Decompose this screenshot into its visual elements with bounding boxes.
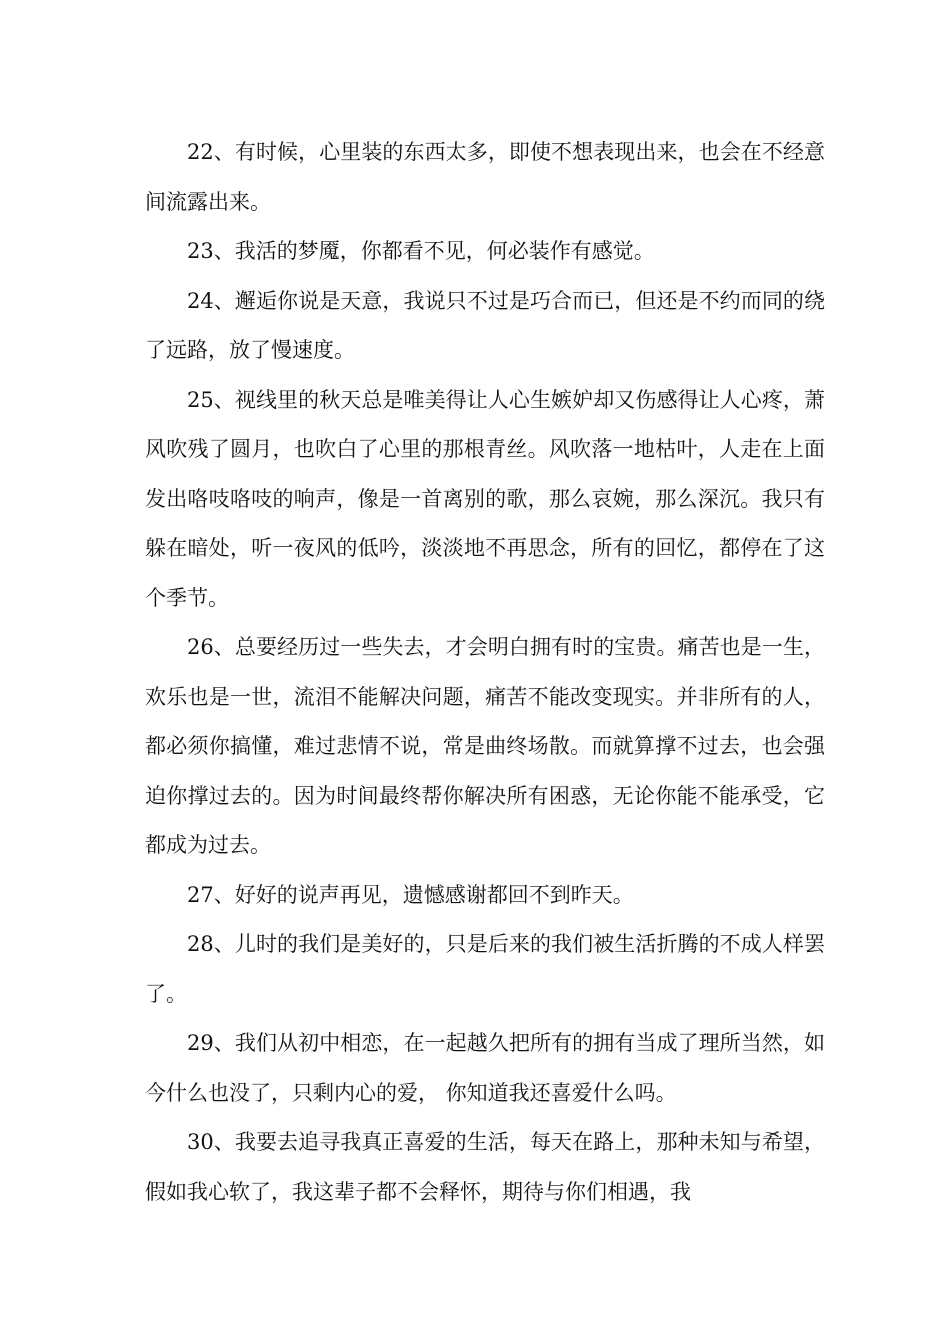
paragraph-29: 29、我们从初中相恋，在一起越久把所有的拥有当成了理所当然，如今什么也没了，只剩内心的爱， 你知道我还喜爱什么吗。 — [145, 1031, 825, 1105]
paragraph-24: 24、邂逅你说是天意，我说只不过是巧合而已，但还是不约而同的绕了远路，放了慢速度。 — [145, 288, 825, 362]
paragraph-27: 27、好好的说声再见，遗憾感谢都回不到昨天。 — [187, 882, 634, 907]
paragraph-26: 26、总要经历过一些失去，才会明白拥有时的宝贵。痛苦也是一生，欢乐也是一世，流泪不能解决问题，痛苦不能改变现实。并非所有的人，都必须你搞懂，难过悲情不说，常是曲终场散。而就算撑不过去，也会强迫你撑过去的。因为时间最终帮你解决所有困惑，无论你能不能承受，它都成为过去。 — [145, 635, 825, 857]
paragraph-22: 22、有时候，心里装的东西太多，即使不想表现出来，也会在不经意间流露出来。 — [145, 140, 825, 214]
paragraph-25: 25、视线里的秋天总是唯美得让人心生嫉妒却又伤感得让人心疼，萧风吹残了圆月，也吹白了心里的那根青丝。风吹落一地枯叶，人走在上面发出咯吱咯吱的响声，像是一首离别的歌，那么哀婉，那么深沉。我只有躲在暗处，听一夜风的低吟，淡淡地不再思念，所有的回忆，都停在了这个季节。 — [145, 387, 825, 610]
document-body — [145, 128, 825, 1217]
paragraph-30: 30、我要去追寻我真正喜爱的生活，每天在路上，那种未知与希望，假如我心软了，我这辈子都不会释怀，期待与你们相遇，我 — [145, 1130, 825, 1204]
paragraph-28: 28、儿时的我们是美好的，只是后来的我们被生活折腾的不成人样罢了。 — [145, 932, 825, 1006]
paragraph-23: 23、我活的梦魇，你都看不见，何必装作有感觉。 — [187, 239, 655, 263]
